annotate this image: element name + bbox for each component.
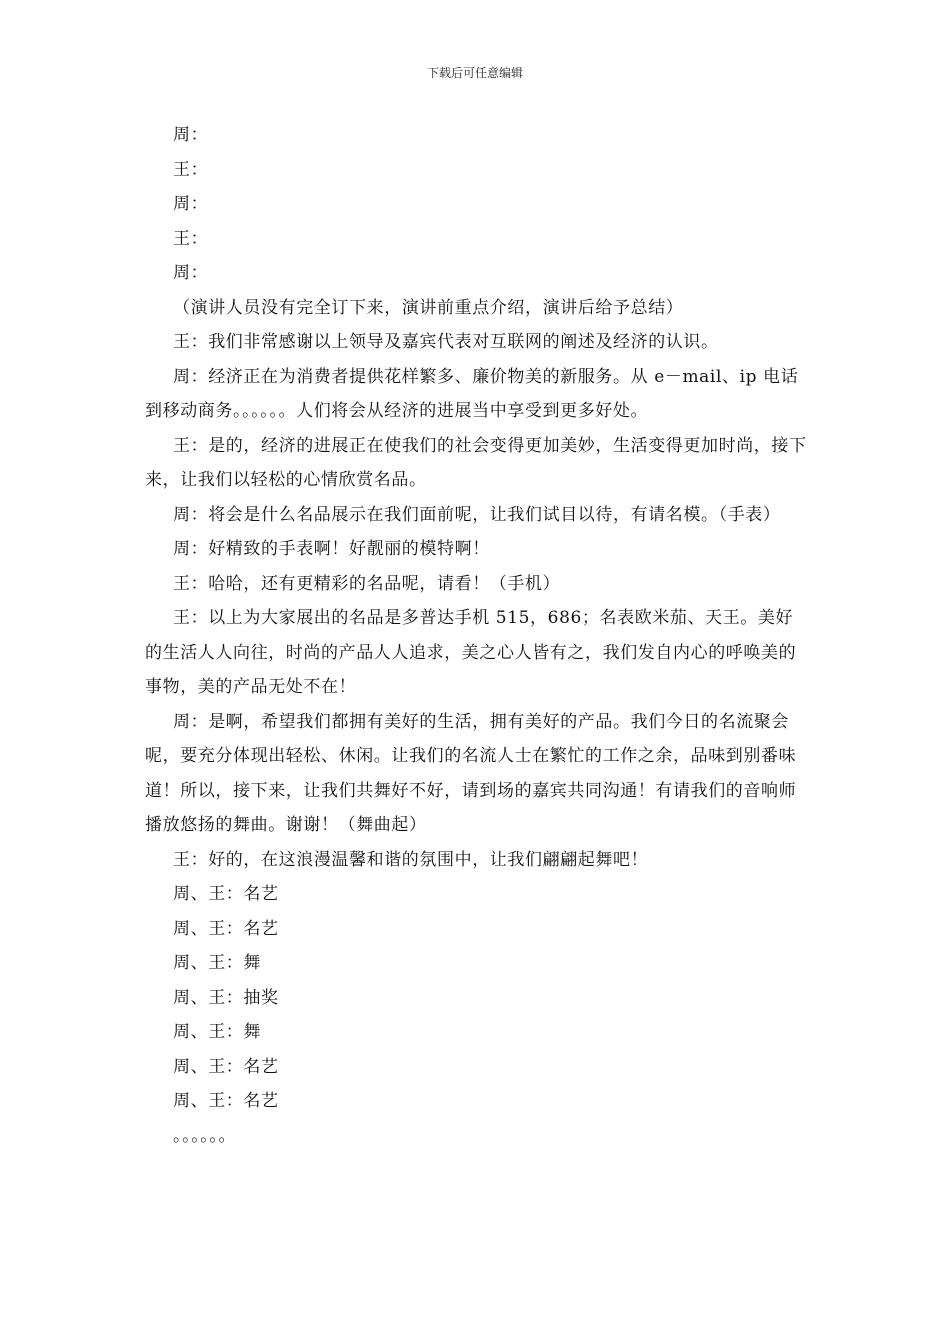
program-item: 周、王：名艺 [173, 918, 279, 939]
script-line: 周： [173, 263, 209, 283]
script-line: 王：以上为大家展出的名品是多普达手机 515，686；名表欧米茄、天王。美好的生活人人向往，时尚的产品人人追求，美之心人皆有之，我们发自内心的呼唤美的事物，美的产品无处不在！ [145, 608, 797, 697]
program-item: 周、王：舞 [173, 1022, 261, 1042]
script-line: 王： [173, 228, 209, 249]
script-line: 周：是啊，希望我们都拥有美好的生活，拥有美好的产品。我们今日的名流聚会呢，要充分体现出轻松、休闲。让我们的名流人士在繁忙的工作之余，品味到别番味道！所以，接下来，让我们共舞好不好，请到场的嘉宾共同沟通！有请我们的音响师播放悠扬的舞曲。谢谢！（舞曲起） [145, 711, 797, 835]
document-body [145, 118, 810, 1153]
program-item: 周、王：名艺 [173, 1056, 279, 1077]
page-header: 下载后可任意编辑 [426, 66, 523, 80]
script-line: 王：是的，经济的进展正在使我们的社会变得更加美妙，生活变得更加时尚，接下来，让我们以轻松的心情欣赏名品。 [145, 435, 807, 490]
program-item: 周、王：舞 [173, 953, 261, 973]
script-line: 周：好精致的手表啊！好靓丽的模特啊！ [173, 539, 490, 559]
program-item: 周、王：抽奖 [173, 987, 279, 1008]
script-line: 周： [173, 194, 209, 214]
program-item: 周、王：名艺 [173, 884, 279, 904]
script-line: 周：将会是什么名品展示在我们面前呢，让我们试目以待，有请名模。（手表） [173, 504, 781, 525]
script-line: 王：哈哈，还有更精彩的名品呢，请看！（手机） [173, 573, 561, 594]
script-line: 王： [173, 159, 209, 180]
ellipsis-line: 。。。。。。 [173, 1125, 237, 1146]
script-line: 周： [173, 125, 209, 145]
script-line: 王：好的，在这浪漫温馨和谐的氛围中，让我们翩翩起舞吧！ [173, 849, 649, 870]
program-item: 周、王：名艺 [173, 1091, 279, 1111]
script-line: 王：我们非常感谢以上领导及嘉宾代表对互联网的阐述及经济的认识。 [173, 332, 719, 352]
stage-note: （演讲人员没有完全订下来，演讲前重点介绍，演讲后给予总结） [173, 297, 684, 318]
script-line: 周：经济正在为消费者提供花样繁多、廉价物美的新服务。从 e－mail、ip 电话到移动商务。。。。。。人们将会从经济的进展当中享受到更多好处。 [145, 366, 799, 421]
